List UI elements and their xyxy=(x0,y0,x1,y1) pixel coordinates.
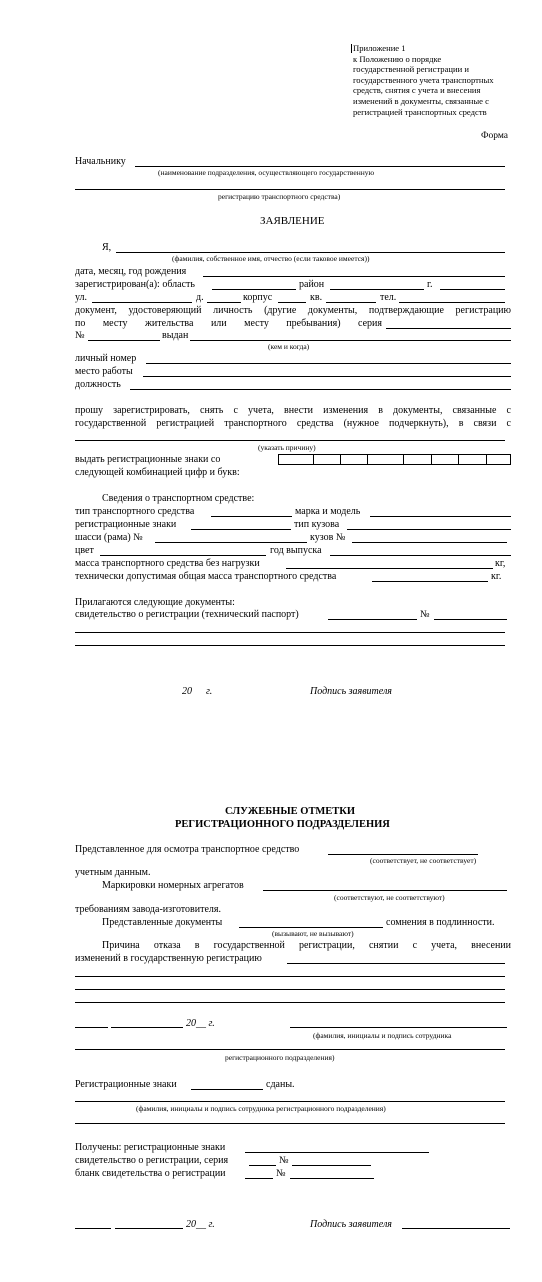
apt-label: кв. xyxy=(310,292,323,303)
building-field[interactable] xyxy=(278,302,306,303)
attachments-field[interactable] xyxy=(75,632,505,633)
issued-field[interactable] xyxy=(190,340,511,341)
doc-no-label: № xyxy=(75,330,85,341)
annex-line: средств, снятия с учета и внесения xyxy=(353,85,481,96)
identity-doc-series-line: по месту жительства или месту пребывания) серия xyxy=(75,318,382,329)
date-month-field[interactable] xyxy=(111,1027,183,1028)
vehicle-heading: Сведения о транспортном средстве: xyxy=(102,493,255,504)
plate-char-box[interactable] xyxy=(368,454,404,465)
vehicle-type-field[interactable] xyxy=(211,516,292,517)
cert-no-label: № xyxy=(420,609,430,620)
official-title-1: СЛУЖЕБНЫЕ ОТМЕТКИ xyxy=(225,806,356,817)
requirements-text: требованиям завода-изготовителя. xyxy=(75,904,222,915)
plate-char-box[interactable] xyxy=(404,454,432,465)
street-field[interactable] xyxy=(92,302,192,303)
docs-hint: (вызывают, не вызывают) xyxy=(272,929,354,938)
city-field[interactable] xyxy=(440,289,505,290)
chassis-field[interactable] xyxy=(155,542,307,543)
annex-line: государственного учета транспортных xyxy=(353,74,494,85)
returned-employee-field-2[interactable] xyxy=(75,1123,505,1124)
name-hint: (фамилия, собственное имя, отчество (если таковое имеется)) xyxy=(172,254,370,263)
max-mass-field[interactable] xyxy=(372,581,488,582)
mass-field[interactable] xyxy=(286,568,493,569)
cert-series-field[interactable] xyxy=(249,1165,276,1166)
vehicle-type-label: тип транспортного средства xyxy=(75,506,195,517)
blank-no-label: № xyxy=(276,1168,286,1179)
document-title: ЗАЯВЛЕНИЕ xyxy=(260,215,325,227)
issued-hint: (кем и когда) xyxy=(268,342,310,351)
attachments-field[interactable] xyxy=(75,645,505,646)
markings-field[interactable] xyxy=(263,890,507,891)
name-field[interactable] xyxy=(116,252,505,253)
house-field[interactable] xyxy=(207,302,241,303)
annex-line: Приложение 1 xyxy=(353,43,406,53)
received-label: Получены: регистрационные знаки xyxy=(75,1142,226,1153)
city-label: г. xyxy=(427,279,433,290)
building-label: корпус xyxy=(243,292,273,303)
account-data-text: учетным данным. xyxy=(75,867,151,878)
text-cursor-mark xyxy=(351,44,352,53)
request-line-1: прошу зарегистрировать, снять с учета, внести изменения в документы, связанные с xyxy=(75,405,511,416)
body-no-label: кузов № xyxy=(310,532,346,543)
form-label: Форма xyxy=(481,131,509,141)
blank-series-field[interactable] xyxy=(245,1178,273,1179)
vehicle-plates-field[interactable] xyxy=(191,529,291,530)
refusal-field[interactable] xyxy=(75,989,505,990)
max-mass-label: технически допустимая общая масса транспортного средства xyxy=(75,571,337,582)
received-plates-field[interactable] xyxy=(245,1152,429,1153)
body-type-field[interactable] xyxy=(347,529,511,530)
refusal-field[interactable] xyxy=(75,976,505,977)
applicant-signature-label: Подпись заявителя xyxy=(310,686,392,697)
issued-label: выдан xyxy=(162,330,189,341)
identity-doc-line: документ, удостоверяющий личность (другие документы, подтверждающие регистрацию xyxy=(75,305,511,316)
region-field[interactable] xyxy=(212,289,296,290)
personal-no-label: личный номер xyxy=(75,353,137,364)
plate-char-box[interactable] xyxy=(487,454,511,465)
district-field[interactable] xyxy=(330,289,424,290)
year-field[interactable] xyxy=(330,555,511,556)
final-day-field[interactable] xyxy=(75,1228,111,1229)
to-label: Начальнику xyxy=(75,156,126,167)
returned-hint: (фамилия, инициалы и подпись сотрудника регистрационного подразделения) xyxy=(136,1104,386,1113)
street-label: ул. xyxy=(75,292,88,303)
make-label: марка и модель xyxy=(295,506,361,517)
plate-char-box[interactable] xyxy=(459,454,487,465)
reason-hint: (указать причину) xyxy=(258,443,316,452)
region-label: зарегистрирован(а): область xyxy=(75,279,195,290)
attachments-heading: Прилагаются следующие документы: xyxy=(75,597,235,608)
series-field[interactable] xyxy=(386,328,511,329)
i-label: Я, xyxy=(102,242,112,253)
to-field-2[interactable] xyxy=(75,189,505,190)
refusal-field[interactable] xyxy=(287,963,505,964)
annex-line: к Положению о порядке xyxy=(353,53,442,64)
phone-field[interactable] xyxy=(399,302,505,303)
plates-returned-field[interactable] xyxy=(191,1089,263,1090)
markings-hint: (соответствуют, не соответствуют) xyxy=(334,893,445,902)
position-label: должность xyxy=(75,379,121,390)
docs-tail: сомнения в подлинности. xyxy=(386,917,495,928)
position-field[interactable] xyxy=(130,389,511,390)
phone-label: тел. xyxy=(380,292,397,303)
body-type-label: тип кузова xyxy=(294,519,340,530)
plates-returned-tail: сданы. xyxy=(266,1079,295,1090)
to-field[interactable] xyxy=(135,166,505,167)
plate-char-box[interactable] xyxy=(314,454,341,465)
cert-series-no-field[interactable] xyxy=(292,1165,371,1166)
color-label: цвет xyxy=(75,545,94,556)
plates-request-line-2: следующей комбинацией цифр и букв: xyxy=(75,467,240,478)
official-title-2: РЕГИСТРАЦИОННОГО ПОДРАЗДЕЛЕНИЯ xyxy=(175,819,390,830)
final-date-year: 20__ г. xyxy=(186,1219,215,1230)
employee-field-2[interactable] xyxy=(75,1049,505,1050)
plates-returned-label: Регистрационные знаки xyxy=(75,1079,177,1090)
plate-char-box[interactable] xyxy=(278,454,314,465)
cert-no-field[interactable] xyxy=(434,619,507,620)
house-label: д. xyxy=(196,292,204,303)
mass-label: масса транспортного средства без нагрузки xyxy=(75,558,260,569)
blank-no-field[interactable] xyxy=(290,1178,374,1179)
cert-field[interactable] xyxy=(328,619,417,620)
refusal-field[interactable] xyxy=(75,1002,505,1003)
employee-hint-1: (фамилия, инициалы и подпись сотрудника xyxy=(313,1031,452,1040)
sign-year-suffix: г. xyxy=(206,686,213,697)
markings-label: Маркировки номерных агрегатов xyxy=(102,880,244,891)
to-hint: (наименование подразделения, осуществляющего государственную xyxy=(158,168,375,177)
plates-request-line-1: выдать регистрационные знаки со xyxy=(75,454,221,465)
refusal-line-2: изменений в государственную регистрацию xyxy=(75,953,262,964)
employee-field[interactable] xyxy=(290,1027,507,1028)
cert-series-no-label: № xyxy=(279,1155,289,1166)
workplace-label: место работы xyxy=(75,366,133,377)
sign-year: 20 xyxy=(182,686,192,697)
annex-line: регистрацией транспортных средств xyxy=(353,106,487,117)
kg-unit-2: кг. xyxy=(491,571,502,582)
refusal-line-1: Причина отказа в государственной регистрации, снятии с учета, внесении xyxy=(102,940,511,951)
employee-hint-2: регистрационного подразделения) xyxy=(225,1053,335,1062)
request-line-2: государственной регистрацией транспортного средства (нужное подчеркнуть), в связи с xyxy=(75,418,511,429)
docs-field[interactable] xyxy=(239,927,383,928)
kg-unit-1: кг, xyxy=(495,558,506,569)
year-label: год выпуска xyxy=(270,545,322,556)
annex-block xyxy=(353,43,494,117)
to-hint-2: регистрацию транспортного средства) xyxy=(218,192,341,201)
district-label: район xyxy=(299,279,325,290)
annex-line: государственной регистрации и xyxy=(353,64,469,75)
returned-employee-field[interactable] xyxy=(75,1101,505,1102)
dob-field[interactable] xyxy=(203,276,505,277)
doc-no-field[interactable] xyxy=(88,340,160,341)
plate-char-box[interactable] xyxy=(341,454,368,465)
date-day-field[interactable] xyxy=(75,1027,108,1028)
workplace-field[interactable] xyxy=(143,376,511,377)
presented-field[interactable] xyxy=(328,854,478,855)
personal-no-field[interactable] xyxy=(146,363,511,364)
date-year: 20__ г. xyxy=(186,1018,215,1029)
dob-label: дата, месяц, год рождения xyxy=(75,266,187,277)
body-no-field[interactable] xyxy=(352,542,507,543)
presented-label: Представленное для осмотра транспортное средство xyxy=(75,844,300,855)
cert-series-label: свидетельство о регистрации, серия xyxy=(75,1155,229,1166)
apt-field[interactable] xyxy=(326,302,376,303)
annex-line: изменений в документы, связанные с xyxy=(353,95,489,106)
plate-char-box[interactable] xyxy=(432,454,459,465)
reason-field[interactable] xyxy=(75,440,505,441)
docs-label: Представленные документы xyxy=(102,917,223,928)
chassis-label: шасси (рама) № xyxy=(75,532,143,543)
blank-label: бланк свидетельства о регистрации xyxy=(75,1168,226,1179)
final-month-field[interactable] xyxy=(115,1228,183,1229)
final-signature-field[interactable] xyxy=(402,1228,510,1229)
color-field[interactable] xyxy=(100,555,266,556)
cert-label: свидетельство о регистрации (технический паспорт) xyxy=(75,609,299,620)
final-signature-label: Подпись заявителя xyxy=(310,1219,392,1230)
make-field[interactable] xyxy=(370,516,511,517)
vehicle-plates-label: регистрационные знаки xyxy=(75,519,177,530)
presented-hint: (соответствует, не соответствует) xyxy=(370,856,477,865)
